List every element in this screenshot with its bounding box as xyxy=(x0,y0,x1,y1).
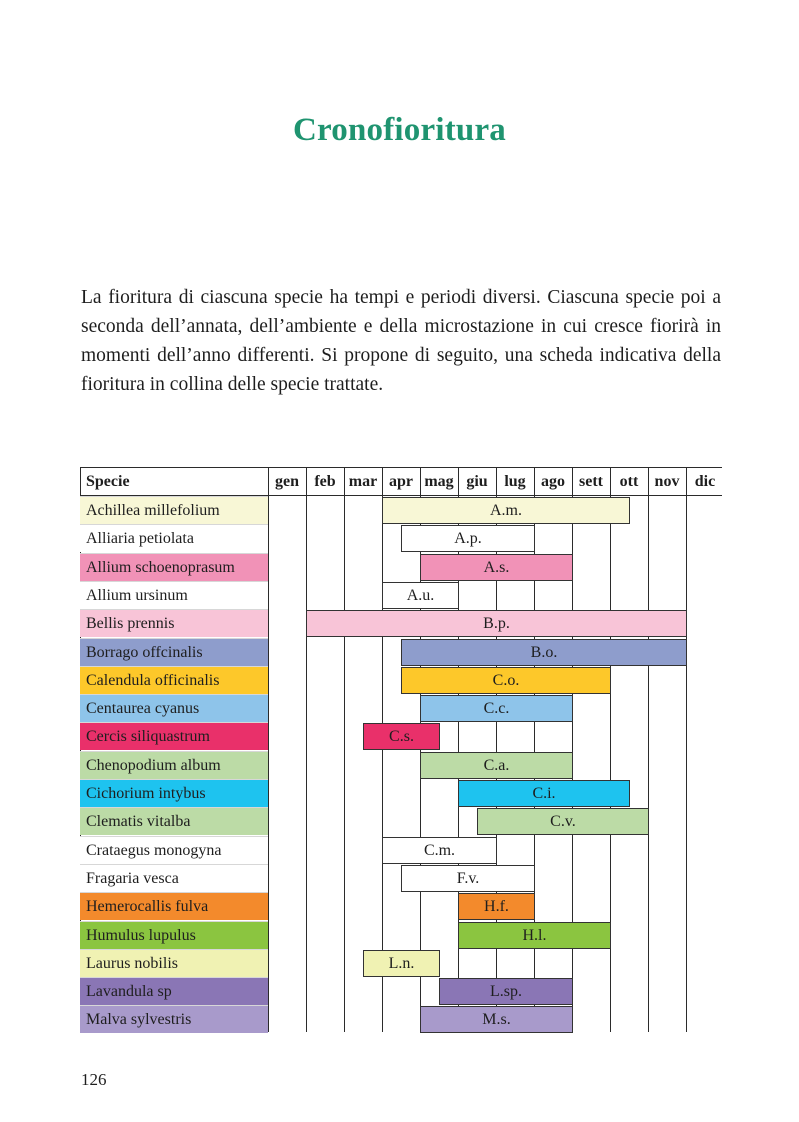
flowering-bar: C.c. xyxy=(420,695,573,722)
species-cell: Centaurea cyanus xyxy=(80,694,268,722)
flowering-bar: F.v. xyxy=(401,865,535,892)
flowering-chart xyxy=(80,467,722,1032)
flowering-bar: B.o. xyxy=(401,639,687,666)
intro-paragraph: La fioritura di ciascuna specie ha tempi e periodi diversi. Ciascuna specie poi a seconda dell’annata, dell’ambiente e della microstazione in cui cresce fiorirà in momenti dell’anno differenti. Si propone di seguito, una scheda indicativa della fioritura in collina delle specie trattate. xyxy=(81,287,721,395)
species-cell: Cichorium intybus xyxy=(80,779,268,807)
species-cell: Malva sylvestris xyxy=(80,1005,268,1033)
month-header-dic: dic xyxy=(694,473,716,490)
page-title: Cronofioritura xyxy=(293,112,506,148)
flowering-bar: A.u. xyxy=(382,582,459,609)
month-header-ago: ago xyxy=(541,473,565,490)
species-cell: Borrago offcinalis xyxy=(80,638,268,666)
flowering-bar: H.f. xyxy=(458,893,535,920)
species-cell: Clematis vitalba xyxy=(80,807,268,835)
month-header-ott: ott xyxy=(619,473,639,490)
species-cell: Chenopodium album xyxy=(80,751,268,779)
species-column-header: Specie xyxy=(86,473,130,490)
flowering-bar: C.i. xyxy=(458,780,630,807)
species-cell: Laurus nobilis xyxy=(80,949,268,977)
species-cell: Alliaria petiolata xyxy=(80,524,268,552)
flowering-bar: H.l. xyxy=(458,922,611,949)
species-cell: Crataegus monogyna xyxy=(80,836,268,864)
flowering-bar: A.p. xyxy=(401,525,535,552)
species-cell: Cercis siliquastrum xyxy=(80,722,268,750)
month-header-mar: mar xyxy=(348,473,378,490)
month-header-feb: feb xyxy=(314,473,336,490)
grid-line-nov xyxy=(648,467,649,1032)
flowering-bar: A.m. xyxy=(382,497,630,524)
month-header-apr: apr xyxy=(389,473,413,490)
grid-line-gen xyxy=(268,467,269,1032)
month-header-mag: mag xyxy=(424,473,454,490)
species-cell: Bellis prennis xyxy=(80,609,268,637)
flowering-bar: C.s. xyxy=(363,723,440,750)
species-cell: Allium ursinum xyxy=(80,581,268,609)
species-cell: Lavandula sp xyxy=(80,977,268,1005)
page-number: 126 xyxy=(81,1070,107,1089)
flowering-bar: C.v. xyxy=(477,808,649,835)
species-cell: Hemerocallis fulva xyxy=(80,892,268,920)
species-cell: Humulus lupulus xyxy=(80,921,268,949)
month-header-sett: sett xyxy=(579,473,603,490)
month-header-lug: lug xyxy=(504,473,526,490)
species-cell: Allium schoenoprasum xyxy=(80,553,268,581)
month-header-nov: nov xyxy=(654,473,680,490)
flowering-bar: A.s. xyxy=(420,554,573,581)
species-cell: Achillea millefolium xyxy=(80,496,268,524)
species-cell: Calendula officinalis xyxy=(80,666,268,694)
flowering-bar: C.o. xyxy=(401,667,611,694)
flowering-bar: B.p. xyxy=(306,610,687,637)
month-header-giu: giu xyxy=(466,473,488,490)
species-cell: Fragaria vesca xyxy=(80,864,268,892)
flowering-bar: C.m. xyxy=(382,837,497,864)
grid-line-dic xyxy=(686,467,687,1032)
month-header-gen: gen xyxy=(275,473,299,490)
flowering-bar: C.a. xyxy=(420,752,573,779)
flowering-bar: M.s. xyxy=(420,1006,573,1033)
grid-line-mar xyxy=(344,467,345,1032)
grid-line-feb xyxy=(306,467,307,1032)
flowering-bar: L.n. xyxy=(363,950,440,977)
flowering-bar: L.sp. xyxy=(439,978,573,1005)
